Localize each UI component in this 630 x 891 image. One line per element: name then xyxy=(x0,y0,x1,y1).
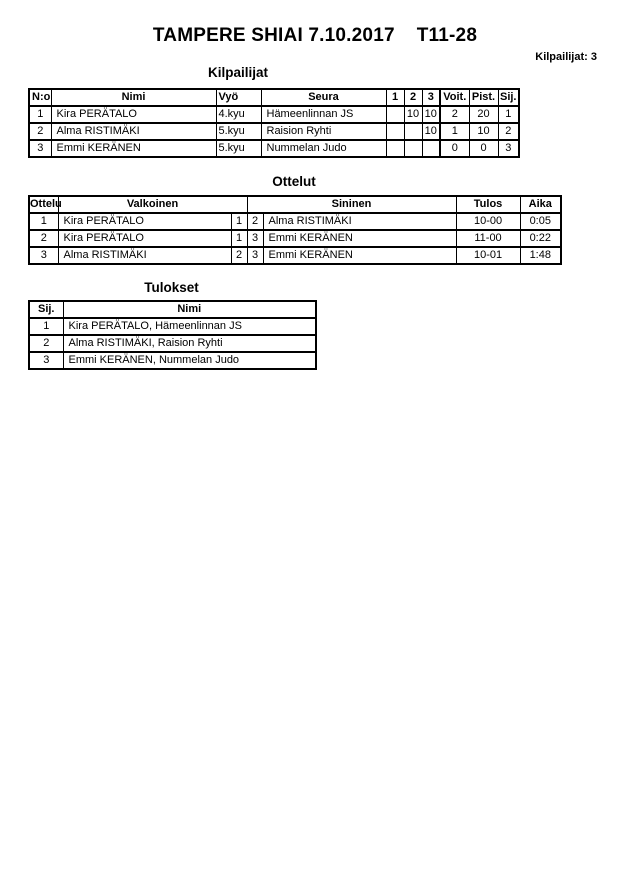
col-header-valkoinen: Valkoinen xyxy=(58,196,247,213)
document-title-code: T11-28 xyxy=(416,25,478,46)
cell-score-vs-2: 10 xyxy=(404,106,422,123)
kilpailijat-heading: Kilpailijat xyxy=(207,65,268,80)
cell-sininen-no: 3 xyxy=(247,230,263,247)
cell-sininen-name: Emmi KERÄNEN xyxy=(263,247,456,264)
tulokset-row xyxy=(29,352,316,369)
cell-valkoinen-name: Kira PERÄTALO xyxy=(58,213,231,230)
col-header-3: 3 xyxy=(422,89,440,106)
tulokset-row xyxy=(29,318,316,335)
document-title xyxy=(0,0,630,47)
cell-voit: 0 xyxy=(440,140,469,157)
col-header-voit: Voit. xyxy=(440,89,469,106)
cell-sij: 3 xyxy=(29,352,63,369)
cell-score-vs-2 xyxy=(404,140,422,157)
cell-vyo: 5.kyu xyxy=(216,140,261,157)
cell-nimi: Kira PERÄTALO, Hämeenlinnan JS xyxy=(63,318,316,335)
cell-sij: 1 xyxy=(498,106,519,123)
cell-vyo: 5.kyu xyxy=(216,123,261,140)
cell-tulos: 10-01 xyxy=(456,247,520,264)
ottelut-row xyxy=(29,247,561,264)
cell-pist: 10 xyxy=(469,123,498,140)
col-header-1: 1 xyxy=(386,89,404,106)
ottelut-header-row xyxy=(29,196,561,213)
cell-seura: Nummelan Judo xyxy=(261,140,386,157)
cell-sininen-name: Emmi KERÄNEN xyxy=(263,230,456,247)
cell-no: 1 xyxy=(29,106,51,123)
document-title-main: TAMPERE SHIAI 7.10.2017 xyxy=(152,25,395,46)
col-header-ottelu: Ottelu xyxy=(29,196,58,213)
cell-seura: Raision Ryhti xyxy=(261,123,386,140)
cell-score-vs-1 xyxy=(386,140,404,157)
col-header-sij: Sij. xyxy=(29,301,63,318)
ottelut-section xyxy=(28,174,560,265)
ottelut-row xyxy=(29,213,561,230)
ottelut-heading: Ottelut xyxy=(272,174,316,189)
cell-voit: 1 xyxy=(440,123,469,140)
cell-aika: 0:05 xyxy=(520,213,561,230)
col-header-sininen: Sininen xyxy=(247,196,456,213)
col-header-vyo: Vyö xyxy=(216,89,261,106)
tulokset-table xyxy=(28,300,317,370)
cell-pist: 0 xyxy=(469,140,498,157)
competitors-count-label: Kilpailijat: 3 xyxy=(535,51,597,63)
cell-valkoinen-name: Alma RISTIMÄKI xyxy=(58,247,231,264)
cell-score-vs-3: 10 xyxy=(422,123,440,140)
cell-no: 3 xyxy=(29,140,51,157)
cell-match-no: 3 xyxy=(29,247,58,264)
kilpailijat-row xyxy=(29,140,519,157)
cell-aika: 1:48 xyxy=(520,247,561,264)
cell-no: 2 xyxy=(29,123,51,140)
cell-match-no: 2 xyxy=(29,230,58,247)
kilpailijat-section xyxy=(28,65,518,158)
cell-valkoinen-no: 1 xyxy=(231,213,247,230)
col-header-nimi: Nimi xyxy=(63,301,316,318)
cell-match-no: 1 xyxy=(29,213,58,230)
cell-tulos: 10-00 xyxy=(456,213,520,230)
cell-seura: Hämeenlinnan JS xyxy=(261,106,386,123)
col-header-sij: Sij. xyxy=(498,89,519,106)
cell-sij: 1 xyxy=(29,318,63,335)
kilpailijat-header-row xyxy=(29,89,519,106)
cell-valkoinen-no: 1 xyxy=(231,230,247,247)
col-header-aika: Aika xyxy=(520,196,561,213)
cell-sij: 2 xyxy=(498,123,519,140)
cell-score-vs-3 xyxy=(422,140,440,157)
cell-sininen-no: 2 xyxy=(247,213,263,230)
col-header-no: N:o xyxy=(29,89,51,106)
cell-aika: 0:22 xyxy=(520,230,561,247)
tulokset-header-row xyxy=(29,301,316,318)
tulokset-row xyxy=(29,335,316,352)
cell-sij: 3 xyxy=(498,140,519,157)
col-header-seura: Seura xyxy=(261,89,386,106)
kilpailijat-row xyxy=(29,123,519,140)
cell-pist: 20 xyxy=(469,106,498,123)
col-header-2: 2 xyxy=(404,89,422,106)
cell-tulos: 11-00 xyxy=(456,230,520,247)
col-header-tulos: Tulos xyxy=(456,196,520,213)
tulokset-heading: Tulokset xyxy=(144,280,199,295)
ottelut-row xyxy=(29,230,561,247)
cell-nimi: Alma RISTIMÄKI xyxy=(51,123,216,140)
cell-nimi: Emmi KERÄNEN, Nummelan Judo xyxy=(63,352,316,369)
tulokset-section xyxy=(28,280,315,370)
cell-nimi: Alma RISTIMÄKI, Raision Ryhti xyxy=(63,335,316,352)
cell-score-vs-1 xyxy=(386,106,404,123)
cell-valkoinen-name: Kira PERÄTALO xyxy=(58,230,231,247)
cell-voit: 2 xyxy=(440,106,469,123)
cell-nimi: Emmi KERÄNEN xyxy=(51,140,216,157)
cell-score-vs-1 xyxy=(386,123,404,140)
cell-score-vs-2 xyxy=(404,123,422,140)
cell-score-vs-3: 10 xyxy=(422,106,440,123)
col-header-pist: Pist. xyxy=(469,89,498,106)
cell-vyo: 4.kyu xyxy=(216,106,261,123)
kilpailijat-table xyxy=(28,88,520,158)
kilpailijat-row xyxy=(29,106,519,123)
cell-sininen-no: 3 xyxy=(247,247,263,264)
cell-valkoinen-no: 2 xyxy=(231,247,247,264)
ottelut-table xyxy=(28,195,562,265)
cell-sij: 2 xyxy=(29,335,63,352)
cell-nimi: Kira PERÄTALO xyxy=(51,106,216,123)
cell-sininen-name: Alma RISTIMÄKI xyxy=(263,213,456,230)
col-header-nimi: Nimi xyxy=(51,89,216,106)
